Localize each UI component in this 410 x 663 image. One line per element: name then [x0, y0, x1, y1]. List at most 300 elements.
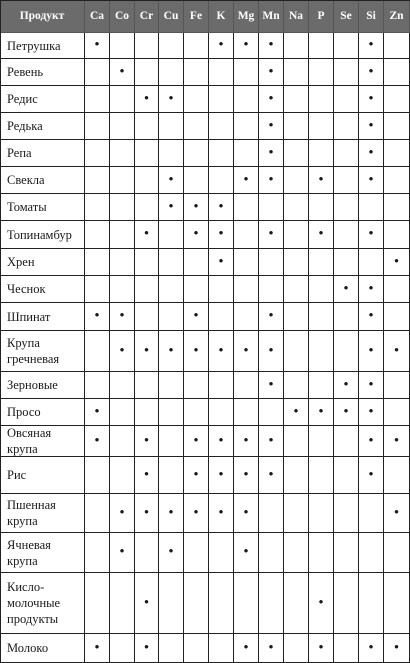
- empty-cell: [259, 573, 284, 634]
- empty-cell: [110, 86, 135, 113]
- empty-cell: [184, 113, 209, 140]
- empty-cell: [184, 372, 209, 399]
- dot-marker: •: [393, 432, 400, 449]
- empty-cell: [110, 372, 135, 399]
- empty-cell: [110, 399, 135, 426]
- empty-cell: [334, 457, 359, 494]
- product-cell: [0, 249, 85, 276]
- dot-marker: •: [243, 466, 249, 483]
- empty-cell: [384, 59, 410, 86]
- empty-cell: [85, 140, 110, 167]
- empty-cell: [309, 494, 334, 533]
- mark-cell-si: [359, 221, 384, 249]
- empty-cell: [85, 86, 110, 113]
- product-cell: [0, 221, 85, 249]
- dot-marker: •: [218, 198, 224, 215]
- empty-cell: [309, 59, 334, 86]
- dot-marker: •: [193, 342, 199, 359]
- empty-cell: [234, 194, 259, 221]
- empty-cell: [110, 457, 135, 494]
- dot-marker: •: [268, 466, 274, 483]
- empty-cell: [110, 573, 135, 634]
- empty-cell: [384, 276, 410, 303]
- dot-marker: •: [243, 504, 249, 521]
- mark-cell-ca: [85, 634, 110, 663]
- dot-marker: •: [119, 342, 125, 359]
- dot-marker: •: [318, 226, 324, 242]
- empty-cell: [384, 372, 410, 399]
- empty-cell: [209, 303, 234, 331]
- product-cell: [0, 167, 85, 194]
- product-cell: [0, 276, 85, 303]
- empty-cell: [234, 399, 259, 426]
- mark-cell-cr: [135, 221, 159, 249]
- dot-marker: •: [143, 90, 150, 107]
- mark-cell-fe: [184, 426, 209, 457]
- empty-cell: [110, 194, 135, 221]
- empty-cell: [184, 140, 209, 167]
- mark-cell-k: [209, 457, 234, 494]
- empty-cell: [334, 167, 359, 194]
- mark-cell-zn: [384, 249, 410, 276]
- product-cell: [0, 113, 85, 140]
- empty-cell: [284, 303, 309, 331]
- empty-cell: [110, 276, 135, 303]
- empty-cell: [284, 249, 309, 276]
- mark-cell-cr: [135, 457, 159, 494]
- product-name: Овсяная крупа: [7, 426, 52, 456]
- mark-cell-zn: [384, 494, 410, 533]
- empty-cell: [135, 276, 159, 303]
- empty-cell: [110, 249, 135, 276]
- empty-cell: [284, 276, 309, 303]
- empty-cell: [309, 276, 334, 303]
- empty-cell: [334, 494, 359, 533]
- empty-cell: [334, 303, 359, 331]
- empty-cell: [184, 634, 209, 663]
- empty-cell: [384, 573, 410, 634]
- mark-cell-si: [359, 33, 384, 59]
- empty-cell: [359, 249, 384, 276]
- empty-cell: [85, 194, 110, 221]
- dot-marker: •: [268, 37, 274, 53]
- empty-cell: [359, 494, 384, 533]
- empty-cell: [209, 140, 234, 167]
- mark-cell-cu: [159, 194, 184, 221]
- product-name: Репа: [7, 146, 32, 160]
- empty-cell: [309, 140, 334, 167]
- dot-marker: •: [218, 37, 224, 53]
- mark-cell-p: [309, 634, 334, 663]
- dot-marker: •: [368, 376, 374, 393]
- dot-marker: •: [168, 90, 174, 107]
- header-product: Продукт: [0, 0, 85, 33]
- empty-cell: [135, 399, 159, 426]
- empty-cell: [209, 113, 234, 140]
- mark-cell-mn: [259, 426, 284, 457]
- empty-cell: [85, 221, 110, 249]
- dot-marker: •: [393, 342, 400, 359]
- dot-marker: •: [143, 466, 150, 483]
- product-cell: [0, 86, 85, 113]
- mark-cell-mg: [234, 494, 259, 533]
- empty-cell: [135, 113, 159, 140]
- dot-marker: •: [193, 198, 199, 215]
- empty-cell: [259, 399, 284, 426]
- product-cell: [0, 457, 85, 494]
- dot-marker: •: [143, 226, 150, 242]
- product-name: Ячневая крупа: [7, 537, 51, 568]
- product-name: Кисло- молочные продукты: [7, 580, 61, 626]
- mark-cell-zn: [384, 331, 410, 372]
- header-element-zn: Zn: [384, 0, 410, 33]
- empty-cell: [234, 276, 259, 303]
- mark-cell-cr: [135, 86, 159, 113]
- dot-marker: •: [119, 504, 125, 521]
- empty-cell: [85, 167, 110, 194]
- dot-marker: •: [293, 403, 299, 420]
- dot-marker: •: [393, 504, 400, 521]
- empty-cell: [334, 331, 359, 372]
- empty-cell: [110, 634, 135, 663]
- mark-cell-si: [359, 167, 384, 194]
- product-name: Рис: [7, 468, 27, 482]
- empty-cell: [334, 194, 359, 221]
- dot-marker: •: [168, 504, 174, 521]
- mark-cell-mn: [259, 167, 284, 194]
- header-element-mg: Mg: [234, 0, 259, 33]
- mark-cell-mg: [234, 331, 259, 372]
- empty-cell: [135, 59, 159, 86]
- empty-cell: [135, 167, 159, 194]
- mark-cell-cr: [135, 426, 159, 457]
- empty-cell: [209, 372, 234, 399]
- empty-cell: [309, 533, 334, 573]
- mark-cell-mg: [234, 167, 259, 194]
- header-element-se: Se: [334, 0, 359, 33]
- empty-cell: [334, 426, 359, 457]
- empty-cell: [384, 33, 410, 59]
- product-name: Свекла: [7, 173, 45, 187]
- mark-cell-co: [110, 303, 135, 331]
- empty-cell: [209, 634, 234, 663]
- mark-cell-mn: [259, 33, 284, 59]
- mark-cell-p: [309, 399, 334, 426]
- empty-cell: [85, 494, 110, 533]
- dot-marker: •: [268, 117, 274, 134]
- empty-cell: [135, 372, 159, 399]
- empty-cell: [85, 113, 110, 140]
- empty-cell: [234, 221, 259, 249]
- empty-cell: [359, 533, 384, 573]
- product-name: Шпинат: [7, 309, 51, 324]
- dot-marker: •: [268, 639, 274, 656]
- dot-marker: •: [168, 342, 174, 359]
- empty-cell: [359, 573, 384, 634]
- mark-cell-si: [359, 634, 384, 663]
- dot-marker: •: [368, 432, 374, 449]
- dot-marker: •: [268, 171, 274, 188]
- dot-marker: •: [268, 63, 274, 80]
- empty-cell: [259, 276, 284, 303]
- dot-marker: •: [94, 639, 100, 656]
- dot-marker: •: [368, 37, 374, 53]
- header-element-si: Si: [359, 0, 384, 33]
- dot-marker: •: [94, 403, 100, 420]
- empty-cell: [234, 140, 259, 167]
- mark-cell-cu: [159, 167, 184, 194]
- mark-cell-cr: [135, 494, 159, 533]
- empty-cell: [284, 331, 309, 372]
- product-name: Пшенная крупа: [7, 498, 56, 528]
- mark-cell-k: [209, 494, 234, 533]
- empty-cell: [334, 249, 359, 276]
- empty-cell: [159, 634, 184, 663]
- mark-cell-mn: [259, 303, 284, 331]
- mark-cell-fe: [184, 194, 209, 221]
- dot-marker: •: [143, 432, 150, 449]
- dot-marker: •: [268, 144, 274, 161]
- dot-marker: •: [368, 280, 374, 297]
- dot-marker: •: [143, 639, 150, 656]
- empty-cell: [184, 533, 209, 573]
- dot-marker: •: [193, 308, 199, 324]
- mark-cell-si: [359, 59, 384, 86]
- empty-cell: [309, 303, 334, 331]
- dot-marker: •: [318, 594, 324, 611]
- empty-cell: [209, 573, 234, 634]
- empty-cell: [159, 113, 184, 140]
- mark-cell-mg: [234, 533, 259, 573]
- mark-cell-k: [209, 426, 234, 457]
- empty-cell: [234, 573, 259, 634]
- dot-marker: •: [368, 308, 374, 324]
- empty-cell: [384, 221, 410, 249]
- empty-cell: [209, 533, 234, 573]
- mark-cell-mn: [259, 221, 284, 249]
- header-element-ca: Ca: [85, 0, 110, 33]
- empty-cell: [135, 194, 159, 221]
- empty-cell: [209, 59, 234, 86]
- empty-cell: [184, 249, 209, 276]
- empty-cell: [135, 303, 159, 331]
- dot-marker: •: [368, 90, 374, 107]
- product-cell: [0, 426, 85, 457]
- empty-cell: [85, 249, 110, 276]
- empty-cell: [85, 59, 110, 86]
- product-name: Молоко: [7, 641, 49, 655]
- mark-cell-mn: [259, 140, 284, 167]
- dot-marker: •: [343, 403, 349, 420]
- empty-cell: [234, 303, 259, 331]
- mark-cell-cr: [135, 331, 159, 372]
- mark-cell-cu: [159, 494, 184, 533]
- empty-cell: [234, 59, 259, 86]
- empty-cell: [159, 426, 184, 457]
- mark-cell-fe: [184, 331, 209, 372]
- product-name: Редис: [7, 92, 38, 106]
- mark-cell-ca: [85, 399, 110, 426]
- header-element-k: K: [209, 0, 234, 33]
- empty-cell: [110, 426, 135, 457]
- dot-marker: •: [318, 403, 324, 420]
- empty-cell: [384, 140, 410, 167]
- empty-cell: [284, 33, 309, 59]
- dot-marker: •: [368, 226, 374, 242]
- dot-marker: •: [343, 376, 349, 393]
- mark-cell-p: [309, 221, 334, 249]
- empty-cell: [309, 331, 334, 372]
- mark-cell-fe: [184, 303, 209, 331]
- empty-cell: [159, 221, 184, 249]
- mark-cell-mn: [259, 457, 284, 494]
- product-cell: [0, 634, 85, 663]
- product-cell: [0, 372, 85, 399]
- product-cell: [0, 59, 85, 86]
- empty-cell: [110, 221, 135, 249]
- mark-cell-si: [359, 86, 384, 113]
- empty-cell: [85, 533, 110, 573]
- mark-cell-k: [209, 331, 234, 372]
- dot-marker: •: [268, 90, 274, 107]
- dot-marker: •: [193, 504, 199, 521]
- empty-cell: [284, 426, 309, 457]
- dot-marker: •: [243, 342, 249, 359]
- dot-marker: •: [268, 308, 274, 324]
- empty-cell: [209, 399, 234, 426]
- empty-cell: [384, 86, 410, 113]
- mark-cell-co: [110, 331, 135, 372]
- empty-cell: [135, 249, 159, 276]
- dot-marker: •: [168, 544, 174, 560]
- product-name: Просо: [7, 405, 41, 419]
- mark-cell-cu: [159, 86, 184, 113]
- mark-cell-ca: [85, 33, 110, 59]
- empty-cell: [159, 33, 184, 59]
- mark-cell-fe: [184, 221, 209, 249]
- empty-cell: [209, 86, 234, 113]
- product-cell: [0, 303, 85, 331]
- empty-cell: [85, 331, 110, 372]
- empty-cell: [284, 634, 309, 663]
- mark-cell-se: [334, 399, 359, 426]
- header-element-cr: Cr: [135, 0, 159, 33]
- dot-marker: •: [368, 342, 374, 359]
- dot-marker: •: [243, 37, 249, 53]
- dot-marker: •: [168, 171, 174, 188]
- empty-cell: [284, 86, 309, 113]
- dot-marker: •: [143, 504, 150, 521]
- dot-marker: •: [368, 171, 374, 188]
- mark-cell-mn: [259, 113, 284, 140]
- mark-cell-si: [359, 113, 384, 140]
- empty-cell: [309, 113, 334, 140]
- header-element-mn: Mn: [259, 0, 284, 33]
- empty-cell: [284, 221, 309, 249]
- product-cell: [0, 573, 85, 634]
- empty-cell: [284, 140, 309, 167]
- product-name: Редька: [7, 119, 43, 133]
- empty-cell: [159, 140, 184, 167]
- empty-cell: [234, 113, 259, 140]
- empty-cell: [184, 276, 209, 303]
- dot-marker: •: [393, 253, 400, 270]
- mark-cell-si: [359, 140, 384, 167]
- empty-cell: [159, 303, 184, 331]
- product-cell: [0, 494, 85, 533]
- dot-marker: •: [218, 226, 224, 242]
- empty-cell: [284, 167, 309, 194]
- dot-marker: •: [368, 639, 374, 656]
- mark-cell-k: [209, 221, 234, 249]
- dot-marker: •: [94, 432, 100, 449]
- header-element-fe: Fe: [184, 0, 209, 33]
- empty-cell: [110, 113, 135, 140]
- mark-cell-mg: [234, 426, 259, 457]
- empty-cell: [334, 33, 359, 59]
- empty-cell: [159, 249, 184, 276]
- empty-cell: [85, 457, 110, 494]
- empty-cell: [334, 59, 359, 86]
- empty-cell: [384, 457, 410, 494]
- empty-cell: [209, 167, 234, 194]
- empty-cell: [184, 86, 209, 113]
- dot-marker: •: [243, 639, 249, 656]
- mark-cell-k: [209, 33, 234, 59]
- empty-cell: [159, 372, 184, 399]
- empty-cell: [184, 59, 209, 86]
- dot-marker: •: [243, 544, 249, 560]
- empty-cell: [384, 194, 410, 221]
- empty-cell: [110, 33, 135, 59]
- empty-cell: [159, 59, 184, 86]
- empty-cell: [334, 221, 359, 249]
- product-cell: [0, 194, 85, 221]
- empty-cell: [309, 194, 334, 221]
- mark-cell-mg: [234, 33, 259, 59]
- mark-cell-mn: [259, 59, 284, 86]
- dot-marker: •: [143, 594, 150, 611]
- mark-cell-se: [334, 372, 359, 399]
- empty-cell: [184, 167, 209, 194]
- empty-cell: [135, 140, 159, 167]
- mark-cell-mg: [234, 634, 259, 663]
- empty-cell: [159, 276, 184, 303]
- dot-marker: •: [119, 63, 125, 80]
- empty-cell: [110, 140, 135, 167]
- dot-marker: •: [243, 432, 249, 449]
- product-name: Крупа гречневая: [7, 336, 60, 366]
- dot-marker: •: [343, 280, 349, 297]
- mark-cell-se: [334, 276, 359, 303]
- dot-marker: •: [268, 376, 274, 393]
- product-name: Топинамбур: [7, 227, 72, 242]
- dot-marker: •: [368, 117, 374, 134]
- product-cell: [0, 331, 85, 372]
- mark-cell-ca: [85, 303, 110, 331]
- mark-cell-p: [309, 573, 334, 634]
- dot-marker: •: [393, 639, 400, 656]
- empty-cell: [334, 533, 359, 573]
- empty-cell: [284, 59, 309, 86]
- empty-cell: [159, 573, 184, 634]
- mark-cell-co: [110, 59, 135, 86]
- empty-cell: [309, 426, 334, 457]
- dot-marker: •: [318, 171, 324, 188]
- empty-cell: [259, 194, 284, 221]
- mark-cell-k: [209, 249, 234, 276]
- dot-marker: •: [143, 342, 150, 359]
